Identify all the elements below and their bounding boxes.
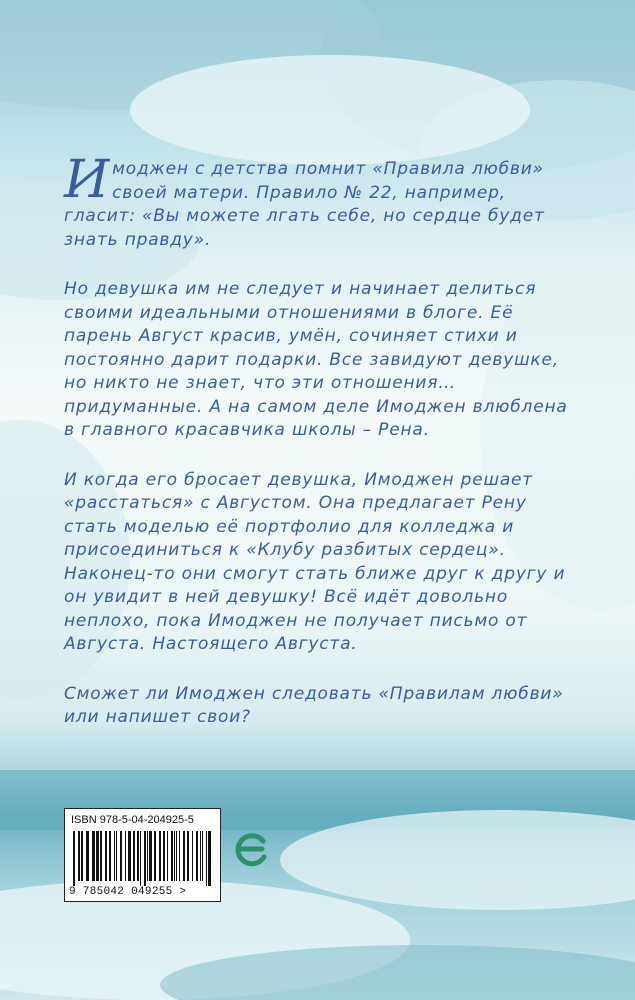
drop-cap: И [64, 150, 111, 210]
blurb-paragraph-4: Сможет ли Имоджен следовать «Правилам любви» или напишет свои? [64, 683, 564, 727]
blurb-paragraph-3: И когда его бросает девушка, Имоджен решает «расстаться» с Августом. Она предлагает Рену стать моделью её портфолио для колледжа и присоединиться к «Клубу разбитых сердец». Наконец-то они смогут стать ближе друг к другу и он увидит в ней девушку! Всё идёт довольно неплохо, пока Имоджен не получает письмо от Августа. Настоящего Августа. [64, 469, 566, 654]
eksmo-logo-icon [230, 828, 272, 870]
blurb-paragraph-2: Но девушка им не следует и начинает делиться своими идеальными отношениями в блоге. Её парень Август красив, умён, сочиняет стихи и постоянно дарит подарки. Все завидуют девушке, но никто не знает, что эти отношения… придуманные. А на самом деле Имоджен влюблена в главного красавчика школы – Рена. [64, 279, 568, 440]
isbn-barcode-block [64, 808, 221, 902]
barcode [73, 831, 212, 886]
blurb-paragraph-1: Имоджен с детства помнит «Правила любви» своей матери. Правило № 22, например, гласит: «Вы можете лгать себе, но сердце будет знать правду». [64, 150, 545, 250]
isbn-label: ISBN 978-5-04-204925-5 [71, 814, 194, 826]
barcode-digits: 9 785042 049255 > [69, 886, 187, 898]
blurb-text [64, 150, 572, 756]
